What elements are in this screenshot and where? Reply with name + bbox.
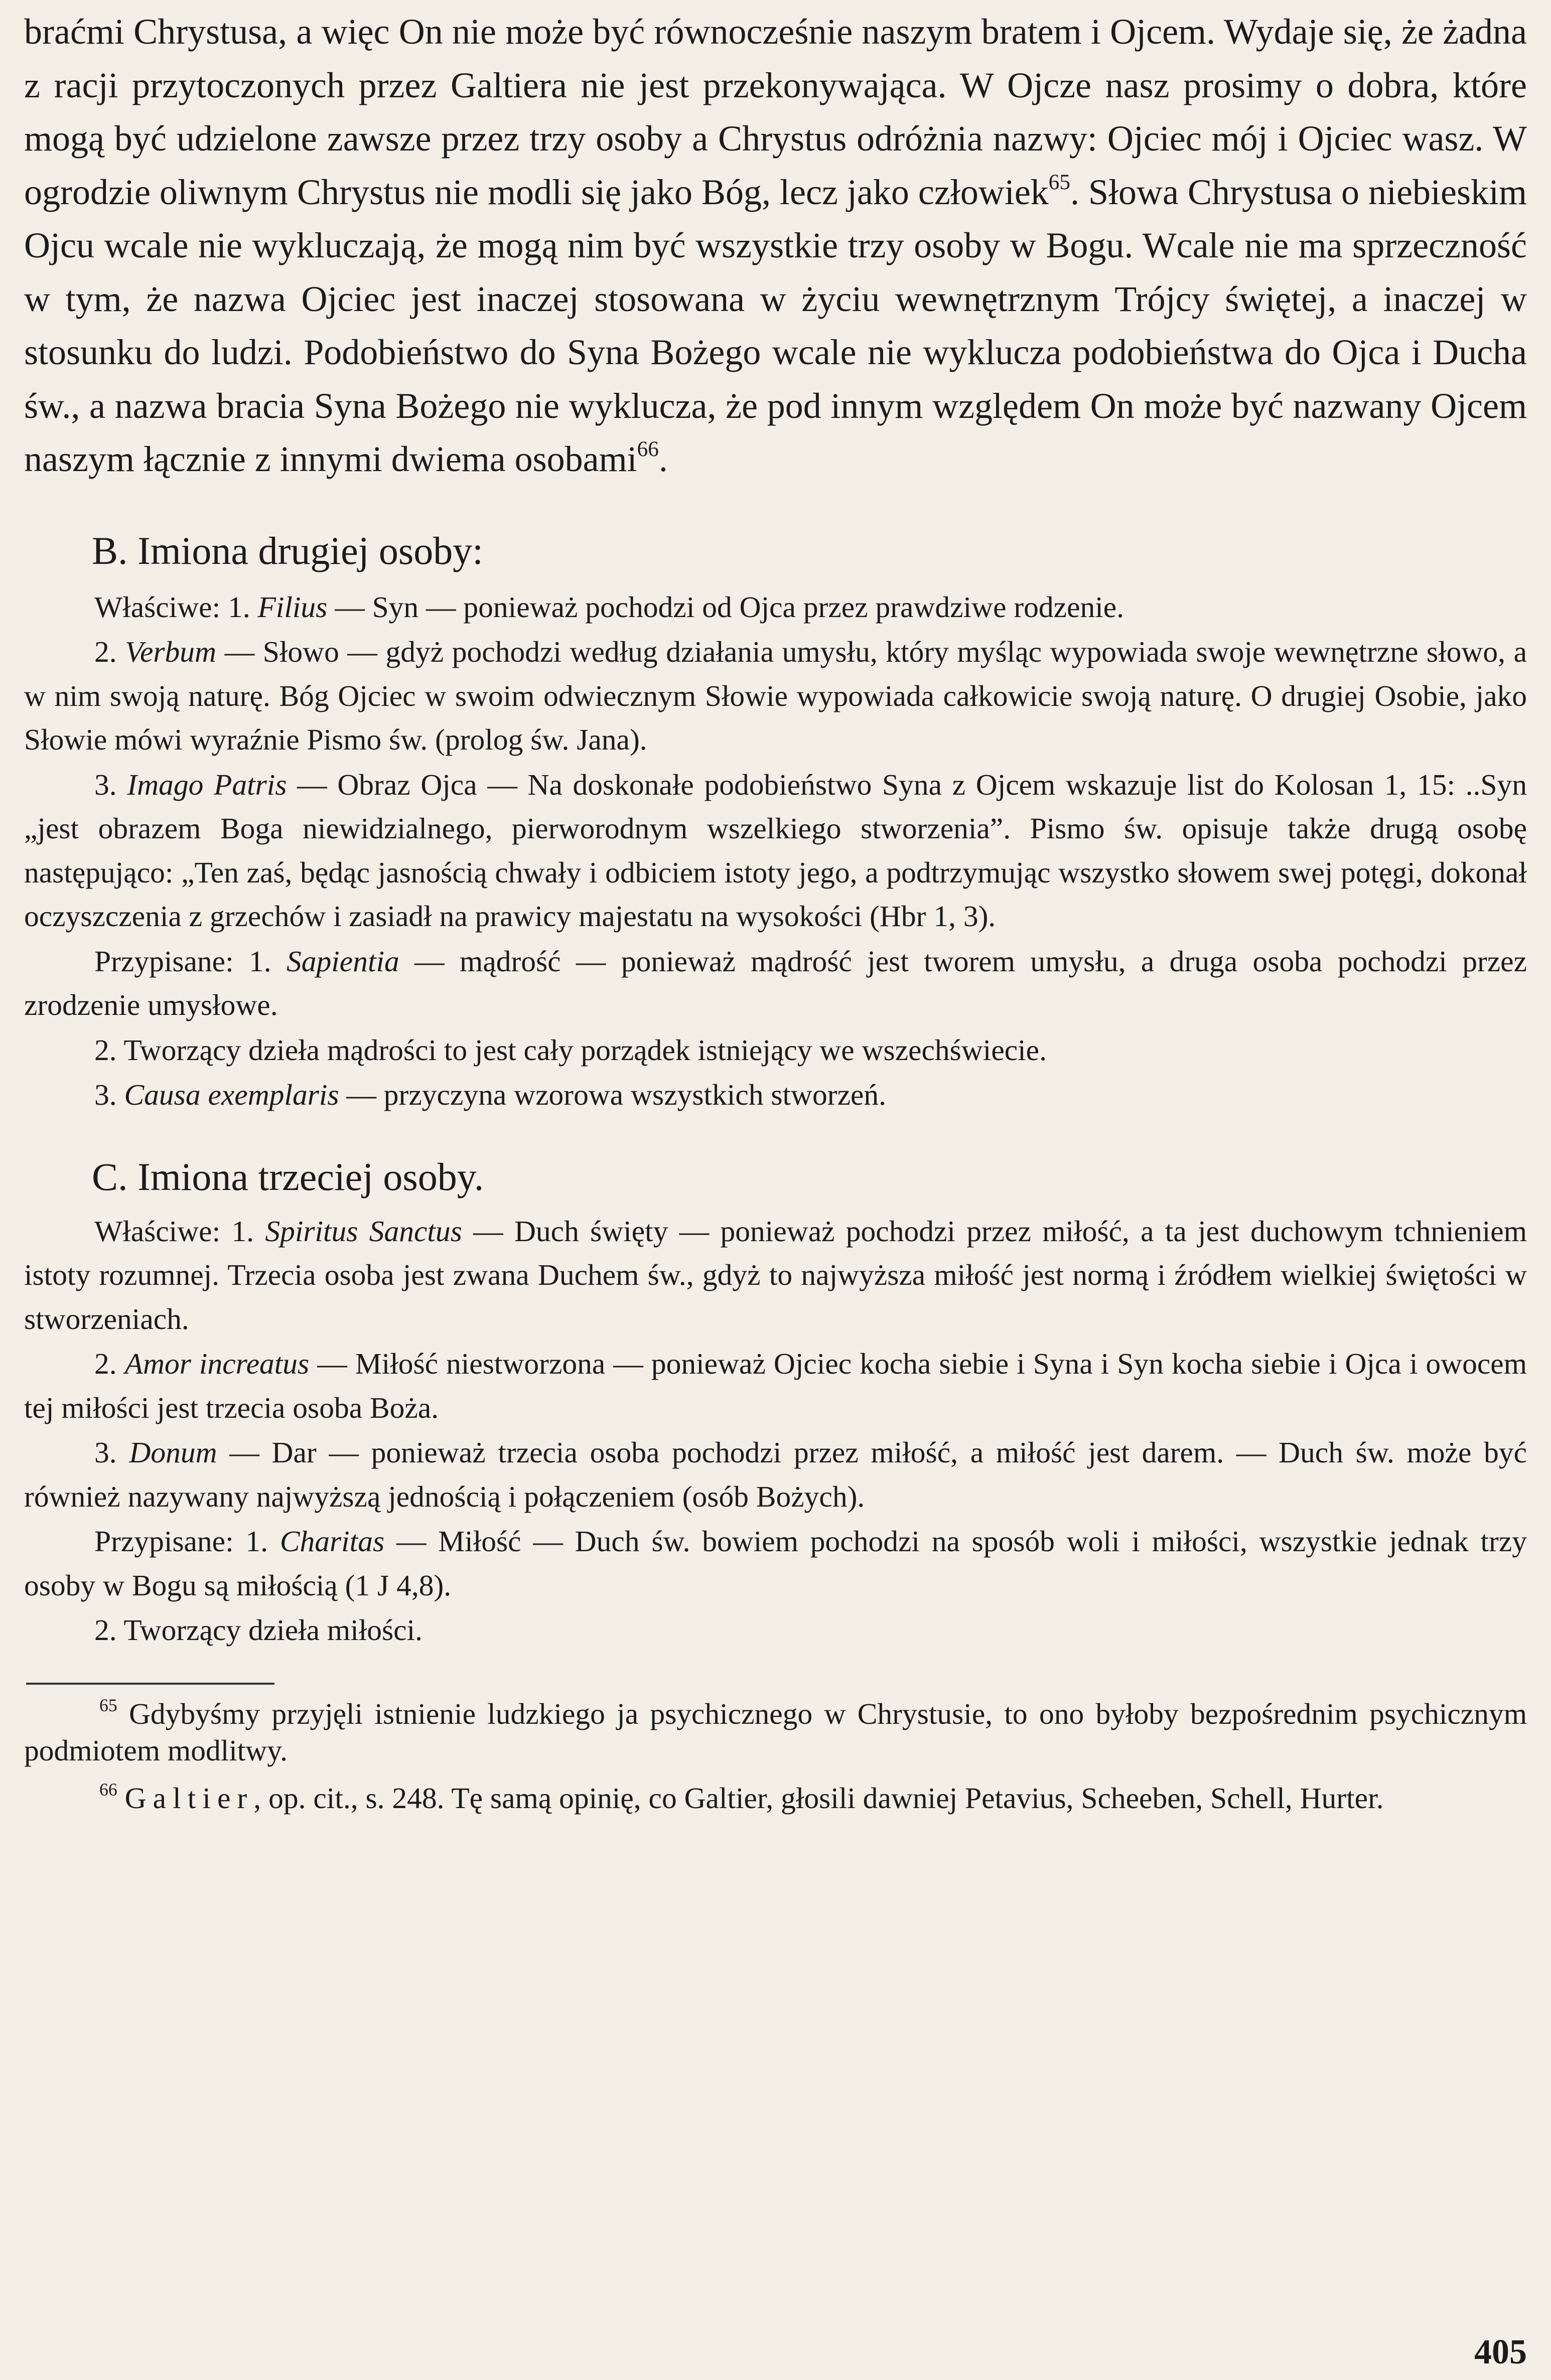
page-number: 405 [1474, 2333, 1527, 2371]
section-b-paragraph: Właściwe: 1. Filius — Syn — ponieważ pochodzi od Ojca przez prawdziwe rodzenie. [94, 590, 1124, 624]
section-c-heading: C. Imiona trzeciej osoby. [92, 1154, 484, 1199]
footnote-65: $^{65}$ Gdybyśmy przyjęli istnienie ludzkiego ja psychicznego w Chrystusie, to ono byłoby bezpośrednim psychicznym podmiotem modlitwy. [24, 1695, 1527, 1767]
section-c-paragraph: 3. Donum — Dar — ponieważ trzecia osoba pochodzi przez miłość, a miłość jest darem. — Duch św. może być również nazywany najwyższą jednością i połączeniem (osób Bożych). [24, 1436, 1527, 1513]
section-c-paragraph: Przypisane: 1. Charitas — Miłość — Duch św. bowiem pochodzi na sposób woli i miłości, wszystkie jednak trzy osoby w Bogu są miłością (1 J 4,8). [24, 1525, 1527, 1602]
section-b-paragraph: Przypisane: 1. Sapientia — mądrość — ponieważ mądrość jest tworem umysłu, a druga osoba pochodzi przez zrodzenie umysłowe. [24, 944, 1527, 1021]
footnote-66: $^{66}$ Galtier, op. cit., s. 248. Tę samą opinię, co Galtier, głosili dawniej Petavius, Scheeben, Schell, Hurter. [99, 1779, 1384, 1815]
section-c-paragraph: 2. Tworzący dzieła miłości. [94, 1613, 422, 1647]
section-b-paragraph: 2. Tworzący dzieła mądrości to jest cały porządek istniejący we wszechświecie. [94, 1033, 1047, 1067]
footnote-separator [26, 1683, 274, 1685]
section-b-paragraph: 3. Causa exemplaris — przyczyna wzorowa wszystkich stworzeń. [94, 1078, 887, 1111]
section-c-paragraph: 2. Amor increatus — Miłość niestworzona — ponieważ Ojciec kocha siebie i Syna i Syn kocha siebie i Ojca i owocem tej miłości jest trzecia osoba Boża. [24, 1347, 1527, 1424]
footnote-ref-65: 65 [1048, 170, 1070, 194]
section-b-paragraph: 2. Verbum — Słowo — gdyż pochodzi według działania umysłu, który myśląc wypowiada swoje wewnętrzne słowo, a w nim swoją naturę. Bóg Ojciec w swoim odwiecznym Słowie wypowiada całkowicie swoją naturę. O drugiej Osobie, jako Słowie mówi wyraźnie Pismo św. (prolog św. Jana). [24, 635, 1527, 756]
section-b-paragraph: 3. Imago Patris — Obraz Ojca — Na doskonałe podobieństwo Syna z Ojcem wskazuje list do Kolosan 1, 15: ..Syn „jest obrazem Boga niewidzialnego, pierworodnym wszelkiego stworzenia”. Pismo św. opisuje także drugą osobę następująco: „Ten zaś, będąc jasnością chwały i odbiciem istoty jego, a podtrzymując wszystko słowem swej potęgi, dokonał oczyszczenia z grzechów i zasiadł na prawicy majestatu na wysokości (Hbr 1, 3). [24, 768, 1527, 933]
footnote-ref-66: 66 [637, 437, 659, 461]
section-b-heading: B. Imiona drugiej osoby: [92, 528, 483, 572]
section-c-paragraph: Właściwe: 1. Spiritus Sanctus — Duch święty — ponieważ pochodzi przez miłość, a ta jest duchowym tchnieniem istoty rozumnej. Trzecia osoba jest zwana Duchem św., gdyż to najwyższa miłość jest normą i źródłem wielkiej świętości w stworzeniach. [24, 1214, 1527, 1335]
opening-paragraph: braćmi Chrystusa, a więc On nie może być równocześnie naszym bratem i Ojcem. Wydaje się, że żadna z racji przytoczonych przez Galtiera nie jest przekonywająca. W Ojcze nasz prosimy o dobra, które mogą być udzielone zawsze przez trzy osoby a Chrystus odróżnia nazwy: Ojciec mój i Ojciec wasz. W ogrodzie oliwnym Chrystus nie modli się jako Bóg, lecz jako człowiek$^{65}$. Słowa Chrystusa o niebieskim Ojcu wcale nie wykluczają, że mogą nim być wszystkie trzy osoby w Bogu. Wcale nie ma sprzeczność w tym, że nazwa Ojciec jest inaczej stosowana w życiu wewnętrznym Trójcy świętej, a inaczej w stosunku do ludzi. Podobieństwo do Syna Bożego wcale nie wyklucza podobieństwa do Ojca i Ducha św., a nazwa bracia Syna Bożego nie wyklucza, że pod innym względem On może być nazwany Ojcem naszym łącznie z innymi dwiema osobami$^{66}$. [24, 12, 1527, 479]
